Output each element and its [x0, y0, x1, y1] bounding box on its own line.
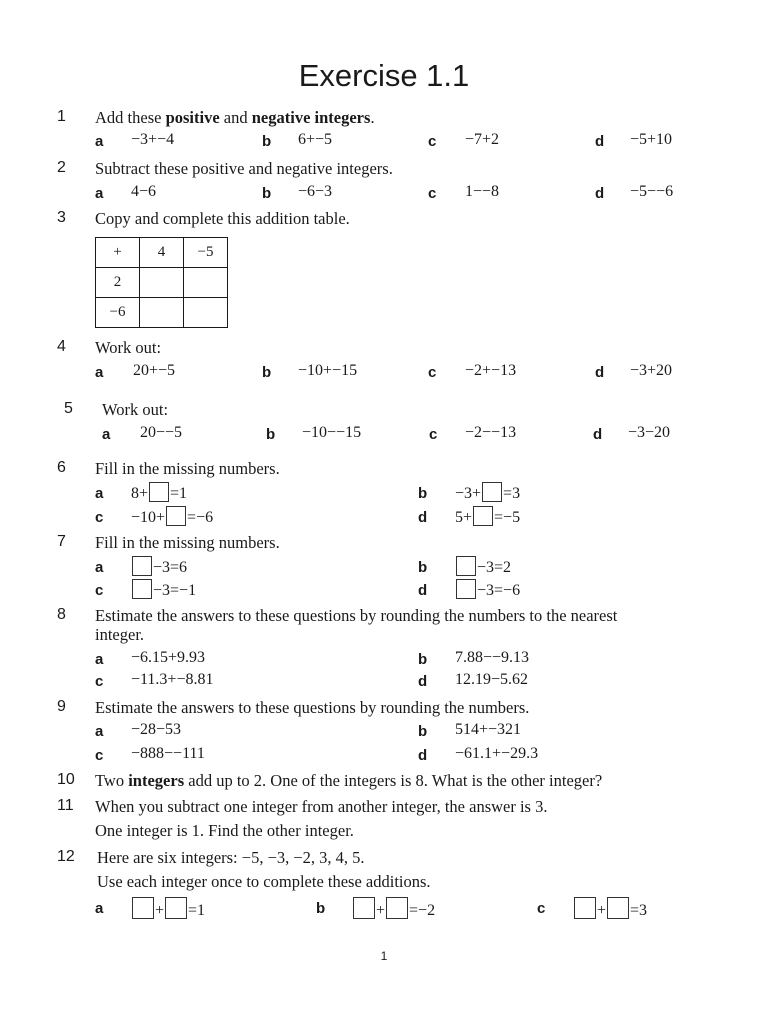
- part-expression: + =3: [573, 897, 647, 920]
- part-label: d: [593, 426, 603, 443]
- part-label: b: [262, 364, 272, 381]
- part-expression: 7.88−−9.13: [455, 649, 530, 666]
- part-expression: −5−−6: [630, 183, 674, 200]
- part-label: c: [428, 364, 437, 381]
- answer-box: [166, 506, 186, 526]
- question-number: 6: [57, 459, 66, 476]
- part-expression: 12.19−5.62: [455, 671, 529, 688]
- question-text: Estimate the answers to these questions by rounding the numbers to the nearest: [95, 606, 618, 625]
- part-label: b: [418, 723, 428, 740]
- question-text: Fill in the missing numbers.: [95, 459, 280, 478]
- table-cell: −6: [96, 298, 140, 328]
- part-expression: 6+−5: [298, 131, 333, 148]
- part-label: a: [95, 133, 104, 150]
- answer-box: [473, 506, 493, 526]
- part-expression: −2−−13: [465, 424, 517, 441]
- question-number: 5: [64, 400, 73, 417]
- part-label: d: [418, 747, 428, 764]
- part-expression: −3=6: [131, 556, 187, 577]
- part-label: a: [95, 651, 104, 668]
- part-expression: −2+−13: [465, 362, 517, 379]
- part-label: c: [95, 673, 104, 690]
- part-label: a: [95, 559, 104, 576]
- part-expression: −5+10: [630, 131, 673, 148]
- part-expression: 20+−5: [133, 362, 176, 379]
- part-label: b: [316, 900, 326, 917]
- part-expression: −3=−6: [455, 579, 520, 600]
- part-expression: 1−−8: [465, 183, 500, 200]
- question-text-continued: integer.: [95, 625, 145, 644]
- question-number: 10: [57, 771, 75, 788]
- answer-box: [132, 556, 152, 576]
- question-number: 1: [57, 108, 66, 125]
- question-text-continued: One integer is 1. Find the other integer.: [95, 821, 354, 840]
- part-expression: −3+20: [630, 362, 673, 379]
- part-expression: 4−6: [131, 183, 157, 200]
- part-label: b: [418, 485, 428, 502]
- question-text: Two integers add up to 2. One of the integers is 8. What is the other integer?: [95, 771, 603, 790]
- part-expression: −11.3+−8.81: [131, 671, 214, 688]
- part-expression: 514+−321: [455, 721, 522, 738]
- table-cell: +: [96, 238, 140, 268]
- part-label: a: [95, 723, 104, 740]
- part-label: b: [262, 185, 272, 202]
- answer-box: [386, 897, 408, 919]
- part-expression: −10+−15: [298, 362, 358, 379]
- question-number: 8: [57, 606, 66, 623]
- part-label: c: [537, 900, 546, 917]
- part-label: c: [95, 509, 104, 526]
- part-expression: −3=2: [455, 556, 511, 577]
- part-label: c: [95, 747, 104, 764]
- part-label: a: [95, 364, 104, 381]
- question-number: 7: [57, 533, 66, 550]
- part-expression: 5+ =−5: [455, 506, 520, 527]
- question-number: 12: [57, 848, 75, 865]
- addition-table: [95, 237, 228, 328]
- answer-box: [456, 556, 476, 576]
- answer-box: [132, 579, 152, 599]
- table-cell: 4: [140, 238, 184, 268]
- table-cell: [140, 268, 184, 298]
- question-number: 2: [57, 159, 66, 176]
- question-number: 4: [57, 338, 66, 355]
- part-label: a: [102, 426, 111, 443]
- part-label: c: [95, 582, 104, 599]
- part-label: b: [418, 651, 428, 668]
- part-label: c: [428, 133, 437, 150]
- answer-box: [353, 897, 375, 919]
- answer-box: [149, 482, 169, 502]
- answer-box: [132, 897, 154, 919]
- part-label: b: [418, 559, 428, 576]
- part-label: b: [262, 133, 272, 150]
- question-text: Fill in the missing numbers.: [95, 533, 280, 552]
- table-cell: 2: [96, 268, 140, 298]
- part-expression: 8+ =1: [131, 482, 187, 503]
- part-expression: + =1: [131, 897, 205, 920]
- question-number: 3: [57, 209, 66, 226]
- part-label: d: [418, 509, 428, 526]
- part-expression: −7+2: [465, 131, 500, 148]
- part-label: d: [595, 364, 605, 381]
- part-label: a: [95, 185, 104, 202]
- part-expression: + =−2: [352, 897, 435, 920]
- question-text: Here are six integers: −5, −3, −2, 3, 4, 5.: [97, 848, 365, 867]
- question-text: Subtract these positive and negative integers.: [95, 159, 393, 178]
- question-text: Add these positive and negative integers.: [95, 108, 375, 127]
- part-expression: −10+ =−6: [131, 506, 213, 527]
- part-label: d: [595, 185, 605, 202]
- answer-box: [607, 897, 629, 919]
- answer-box: [456, 579, 476, 599]
- part-expression: −61.1+−29.3: [455, 745, 539, 762]
- part-expression: −3=−1: [131, 579, 196, 600]
- table-cell: −5: [184, 238, 228, 268]
- question-text: Work out:: [95, 338, 162, 357]
- part-label: d: [418, 673, 428, 690]
- question-text: When you subtract one integer from another integer, the answer is 3.: [95, 797, 548, 816]
- part-label: a: [95, 900, 104, 917]
- part-expression: −28−53: [131, 721, 182, 738]
- part-expression: −3+ =3: [455, 482, 520, 503]
- part-expression: −6−3: [298, 183, 333, 200]
- part-label: c: [428, 185, 437, 202]
- question-number: 11: [57, 797, 74, 814]
- part-label: c: [429, 426, 438, 443]
- answer-box: [165, 897, 187, 919]
- question-text: Work out:: [102, 400, 169, 419]
- question-text-continued: Use each integer once to complete these additions.: [97, 872, 431, 891]
- part-label: d: [595, 133, 605, 150]
- part-label: b: [266, 426, 276, 443]
- part-label: a: [95, 485, 104, 502]
- page-number: 1: [380, 949, 388, 963]
- part-expression: 20−−5: [140, 424, 183, 441]
- table-cell: [184, 298, 228, 328]
- part-expression: −3−20: [628, 424, 671, 441]
- answer-box: [482, 482, 502, 502]
- part-expression: −10−−15: [302, 424, 362, 441]
- table-cell: [184, 268, 228, 298]
- part-label: d: [418, 582, 428, 599]
- page-title: Exercise 1.1: [298, 58, 470, 93]
- question-text: Copy and complete this addition table.: [95, 209, 350, 228]
- answer-box: [574, 897, 596, 919]
- question-text: Estimate the answers to these questions by rounding the numbers.: [95, 698, 530, 717]
- question-number: 9: [57, 698, 66, 715]
- table-cell: [140, 298, 184, 328]
- part-expression: −888−−111: [131, 745, 205, 762]
- part-expression: −6.15+9.93: [131, 649, 206, 666]
- part-expression: −3+−4: [131, 131, 175, 148]
